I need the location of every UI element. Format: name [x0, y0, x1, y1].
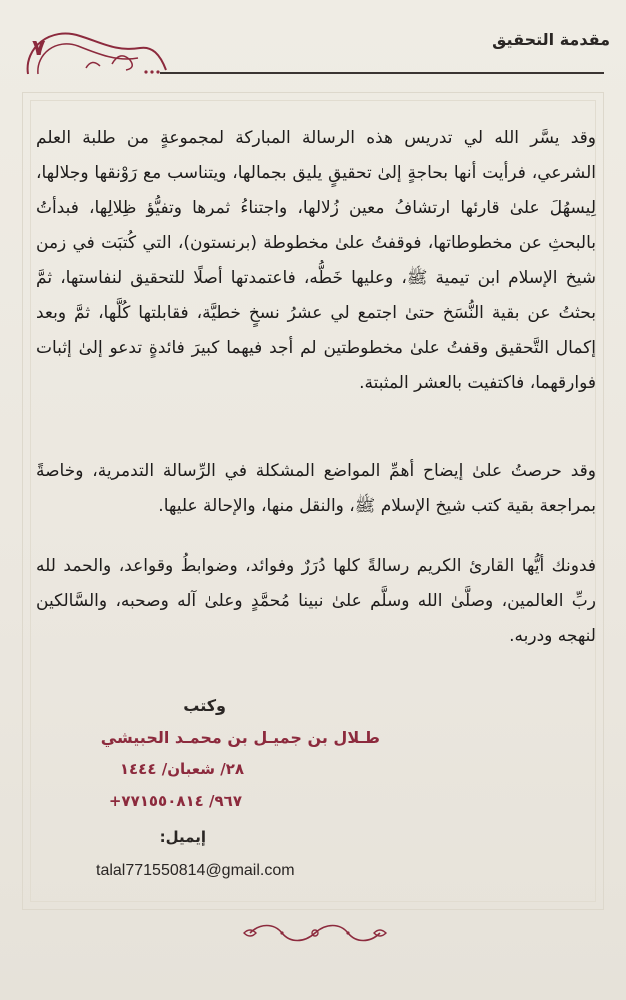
header-rule	[160, 72, 604, 74]
footer-ornament-icon	[240, 920, 390, 946]
email-address: talal771550814@gmail.com	[96, 862, 295, 879]
email-label: إيميل:	[159, 828, 206, 846]
paragraph-3: فدونك أيُّها القارئ الكريم رسالةً كلها دُرَرٌ وفوائد، وضوابطُ وقواعد، والحمد لله ربِّ العالمين، وصلَّىٰ الله وسلَّم علىٰ نبينا مُحمَّدٍ وعلىٰ آله وصحبه، والسَّالكين لنهجه ودربه.	[36, 556, 596, 646]
page-number: ٧	[32, 36, 46, 61]
signature-date: ٢٨/ شعبان/ ١٤٤٤	[119, 760, 244, 778]
running-header-title: مقدمة التحقيق	[492, 30, 610, 49]
paragraph-2: وقد حرصتُ علىٰ إيضاح أهمِّ المواضع المشكلة في الرِّسالة التدمرية، وخاصةً بمراجعة بقية كتب شيخ الإسلام ﷺ، والنقل منها، والإحالة عليها.	[36, 461, 596, 516]
signature-label: وكتب	[183, 696, 226, 715]
page-header	[0, 0, 626, 90]
author-name: طـلال بن جميـل بن محمـد الحبيشي	[100, 728, 380, 747]
paragraph-1: وقد يسَّر الله لي تدريس هذه الرسالة المباركة لمجموعةٍ من طلبة العلم الشرعي، فرأيت أنها بحاجةٍ إلىٰ تحقيقٍ يليق بجمالها، ويتناسب مع رَوْنقها وجلالها، لِيسهُلَ علىٰ قارئها ارتشافُ معين زُلالها، واجتناءُ ثمرها وتفيُّؤ ظِلالِها، فبدأتُ بالبحثِ عن مخطوطاتها، فوقفتُ علىٰ مخطوطة (برنستون)، التي كُتبَت في زمن شيخ الإسلام ابن تيمية ﷺ، وعليها خَطُّه، فاعتمدتها أصلًا للتحقيق لنفاستها، ثمَّ بحثتُ عن بقية النُّسَخ حتىٰ اجتمع لي عشرُ نسخٍ خطيَّة، فقابلتها كُلَّها، ثمَّ وبعد إكمال التَّحقيق وقفتُ علىٰ مخطوطتين لم أجد فيهما كبيرَ فائدةٍ تدعو إلىٰ إثبات فوارقهما، فاكتفيت بالعشر المثبتة.	[36, 128, 596, 393]
phone-number: +٩٦٧/ ٧٧١٥٥٠٨١٤	[108, 792, 242, 810]
